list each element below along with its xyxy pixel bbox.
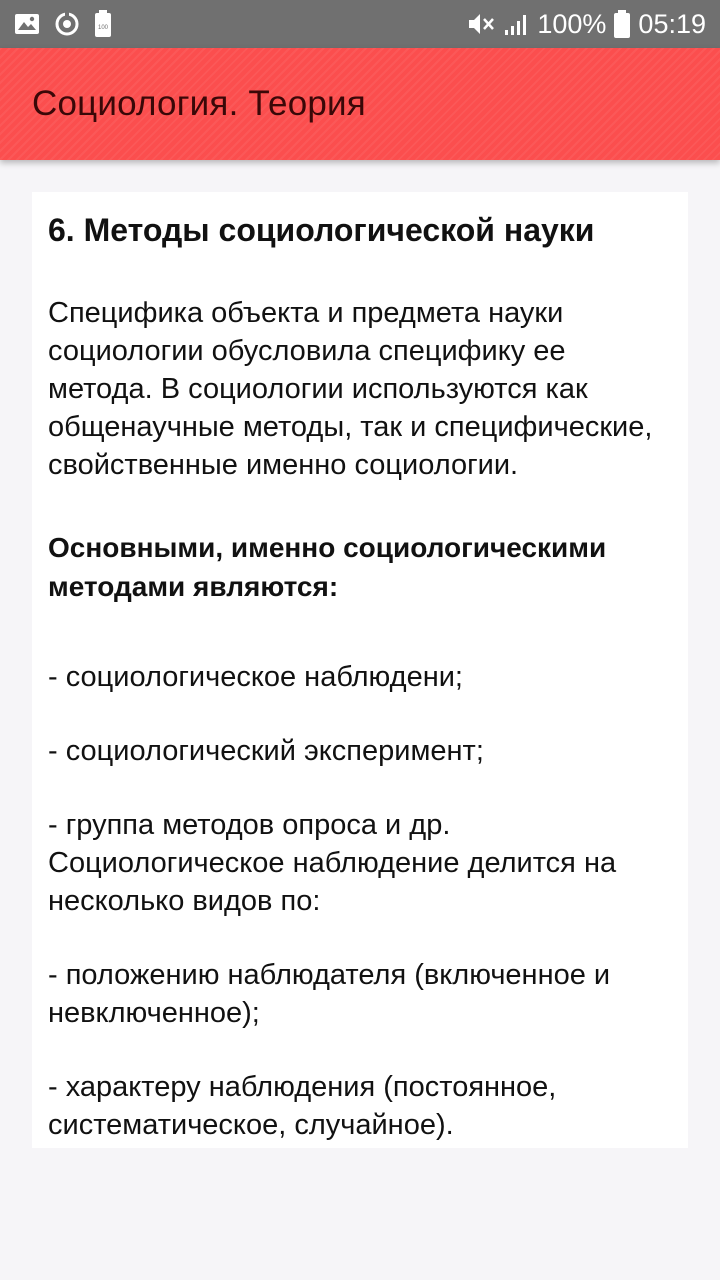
battery-full-icon <box>94 10 112 38</box>
status-right-icons <box>467 9 706 40</box>
methods-subheading: Основными, именно социологическими методами являются: <box>48 532 607 602</box>
mute-icon <box>467 11 495 37</box>
signal-icon <box>503 12 529 36</box>
list-item: - социологическое наблюдени; <box>48 661 463 693</box>
intro-paragraph: Специфика объекта и предмета науки социологии обусловила специфику ее метода. В социологии используются как общенаучные методы, так и специфические, свойственные именно социологии. <box>48 297 653 481</box>
list-item: - социологический эксперимент; <box>48 735 484 767</box>
gallery-icon <box>14 13 40 35</box>
app-title: Социология. Теория <box>32 84 366 123</box>
sync-icon <box>54 11 80 37</box>
article-heading: 6. Методы социологической науки <box>48 212 595 248</box>
app-bar <box>0 48 720 160</box>
status-bar <box>0 0 720 48</box>
list-item: - группа методов опроса и др. Социологическое наблюдение делится на несколько видов по: <box>48 809 617 917</box>
battery-small-label: 100 <box>97 25 109 31</box>
battery-icon <box>614 10 630 38</box>
list-item: - характеру наблюдения (постоянное, систематическое, случайное). <box>48 1071 557 1141</box>
list-item: - положению наблюдателя (включенное и невключенное); <box>48 959 611 1029</box>
article-card[interactable] <box>32 192 688 1148</box>
battery-percent: 100% <box>537 8 607 39</box>
status-left-icons <box>14 10 112 38</box>
clock: 05:19 <box>638 8 706 39</box>
